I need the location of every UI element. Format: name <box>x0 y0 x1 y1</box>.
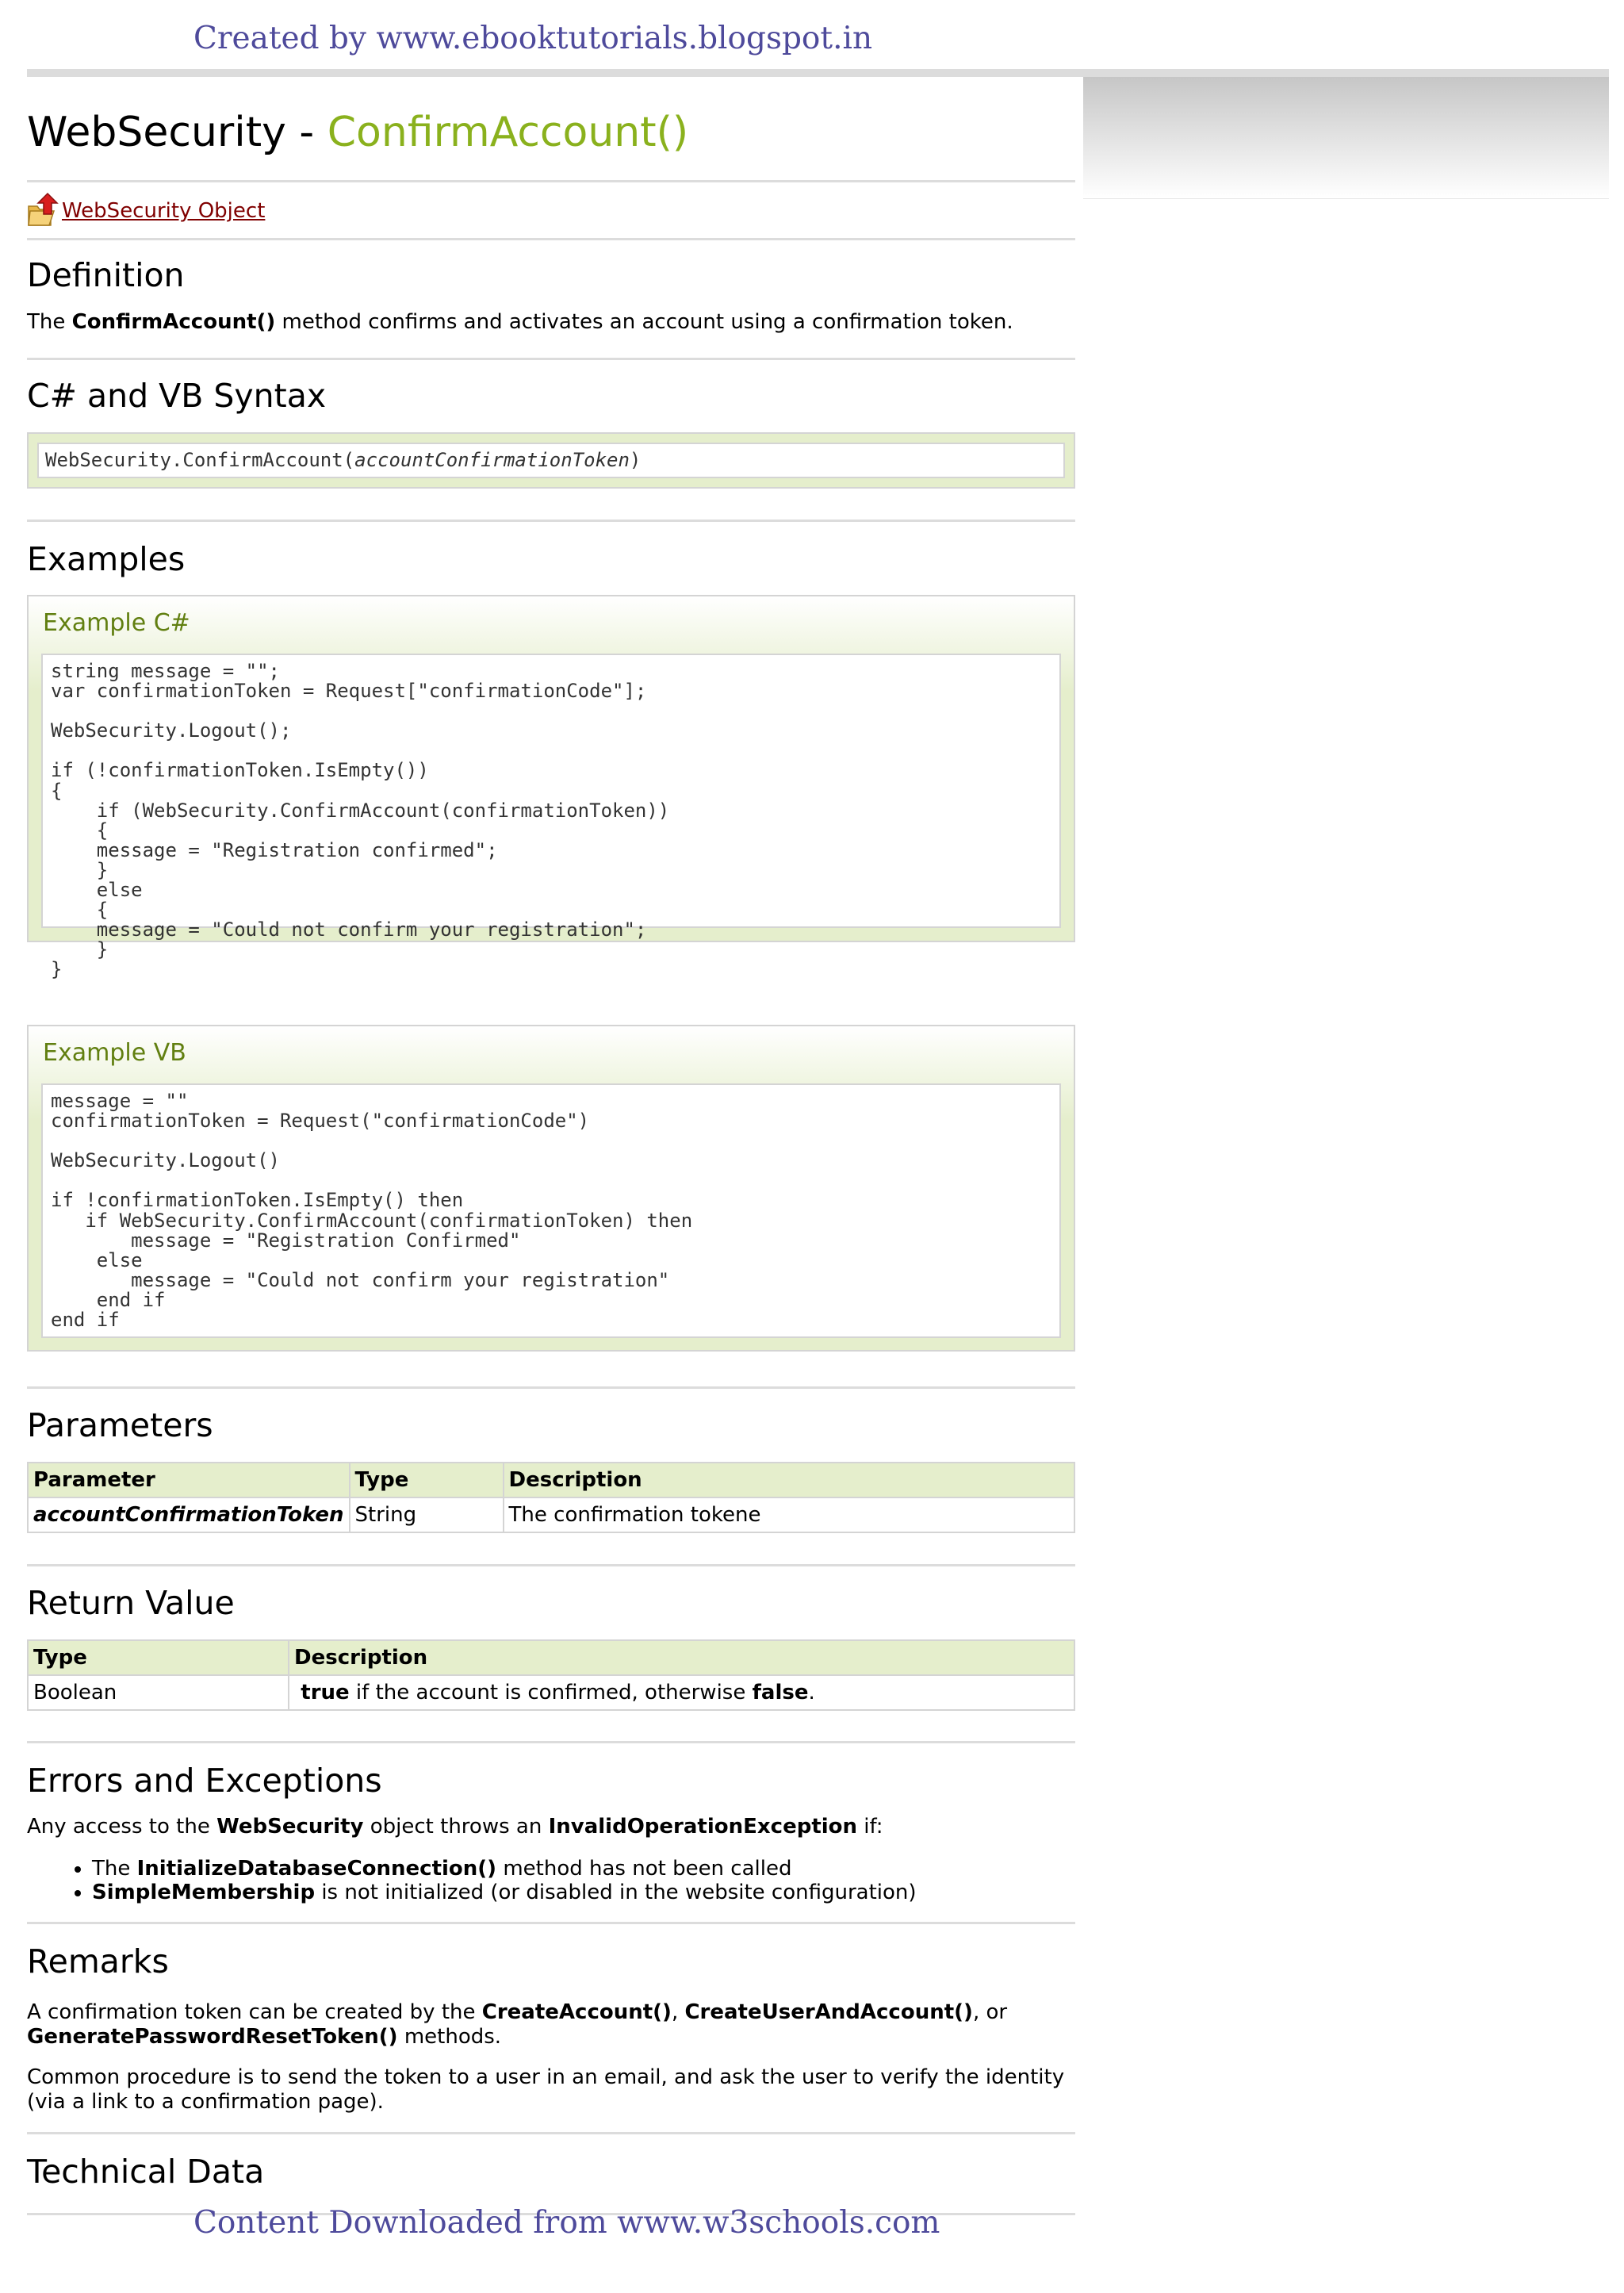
section-divider <box>27 1741 1075 1743</box>
definition-text: The ConfirmAccount() method confirms and activates an account using a confirmation token. <box>27 310 1013 334</box>
remarks-paragraph-2: Common procedure is to send the token to a user in an email, and ask the user to verify the identity (via a link to a confirmation page). <box>27 2065 1065 2114</box>
list-item: • The InitializeDatabaseConnection() method has not been called <box>92 1857 1075 1881</box>
parameters-heading: Parameters <box>27 1406 213 1444</box>
examples-heading: Examples <box>27 540 186 578</box>
errors-intro: Any access to the WebSecurity object throws an InvalidOperationException if: <box>27 1815 883 1839</box>
errors-list <box>27 1857 1075 1904</box>
column-header: Parameter <box>28 1463 350 1497</box>
table-cell: Boolean <box>28 1675 289 1710</box>
breadcrumb <box>27 182 1075 240</box>
table-row <box>28 1675 1074 1710</box>
table-cell: String <box>350 1497 504 1532</box>
table-cell: accountConfirmationToken <box>28 1497 350 1532</box>
table-cell: true if the account is confirmed, otherwise false. <box>289 1675 1074 1710</box>
example-vb-title: Example VB <box>43 1039 186 1067</box>
table-header-row <box>28 1463 1074 1497</box>
page-title <box>27 109 688 156</box>
header-banner: Created by www.ebooktutorials.blogspot.in <box>193 21 873 56</box>
footer-banner: Content Downloaded from www.w3schools.com <box>193 2205 940 2241</box>
table-row <box>28 1497 1074 1532</box>
top-divider-bar <box>27 69 1609 77</box>
main-content <box>27 77 1075 2191</box>
column-header: Description <box>289 1640 1074 1675</box>
header-gradient <box>1083 77 1609 199</box>
section-divider <box>27 1564 1075 1566</box>
syntax-heading: C# and VB Syntax <box>27 377 327 415</box>
definition-heading: Definition <box>27 256 185 294</box>
folder-up-icon[interactable] <box>27 190 60 227</box>
table-header-row <box>28 1640 1074 1675</box>
column-header: Type <box>28 1640 289 1675</box>
column-header: Type <box>350 1463 504 1497</box>
column-header: Description <box>504 1463 1074 1497</box>
title-method: ConfirmAccount() <box>327 109 689 156</box>
example-csharp-panel <box>27 595 1075 981</box>
technical-data-heading: Technical Data <box>27 2153 265 2191</box>
title-prefix: WebSecurity - <box>27 109 327 156</box>
section-divider <box>27 2132 1075 2134</box>
remarks-heading: Remarks <box>27 1942 169 1980</box>
example-vb-panel <box>27 1025 1075 1352</box>
example-csharp-title: Example C# <box>43 609 190 637</box>
syntax-panel <box>27 432 1075 489</box>
parameters-table <box>27 1462 1075 1533</box>
syntax-code: WebSecurity.ConfirmAccount(accountConfirmationToken) <box>37 443 1065 478</box>
section-divider <box>27 520 1075 522</box>
return-value-table <box>27 1639 1075 1711</box>
remarks-paragraph-1: A confirmation token can be created by the CreateAccount(), CreateUserAndAccount(), or GeneratePasswordResetToken() methods. <box>27 2000 1008 2049</box>
breadcrumb-link-websecurity-object[interactable]: WebSecurity Object <box>62 199 266 223</box>
title-row <box>27 77 1075 182</box>
list-item: • SimpleMembership is not initialized (or disabled in the website configuration) <box>92 1881 1075 1904</box>
return-value-heading: Return Value <box>27 1584 235 1622</box>
section-divider <box>27 358 1075 360</box>
section-divider <box>27 1922 1075 1924</box>
section-divider <box>27 1386 1075 1389</box>
errors-heading: Errors and Exceptions <box>27 1762 382 1800</box>
example-csharp-code: string message = ""; var confirmationToken = Request["confirmationCode"]; WebSecurity.Logout(); if (!confirmationToken.IsEmpty()) { if (WebSecurity.ConfirmAccount(confirmationToken)) { message = "Registration confirmed"; } else { message = "Could not confirm your registration"; } } <box>41 654 1061 928</box>
table-cell: The confirmation tokene <box>504 1497 1074 1532</box>
example-vb-code: message = "" confirmationToken = Request("confirmationCode") WebSecurity.Logout() if !confirmationToken.IsEmpty() then if WebSecurity.ConfirmAccount(confirmationToken) then message = "Registration Confirmed" else message = "Could not confirm your registration" end if end if <box>41 1083 1061 1338</box>
